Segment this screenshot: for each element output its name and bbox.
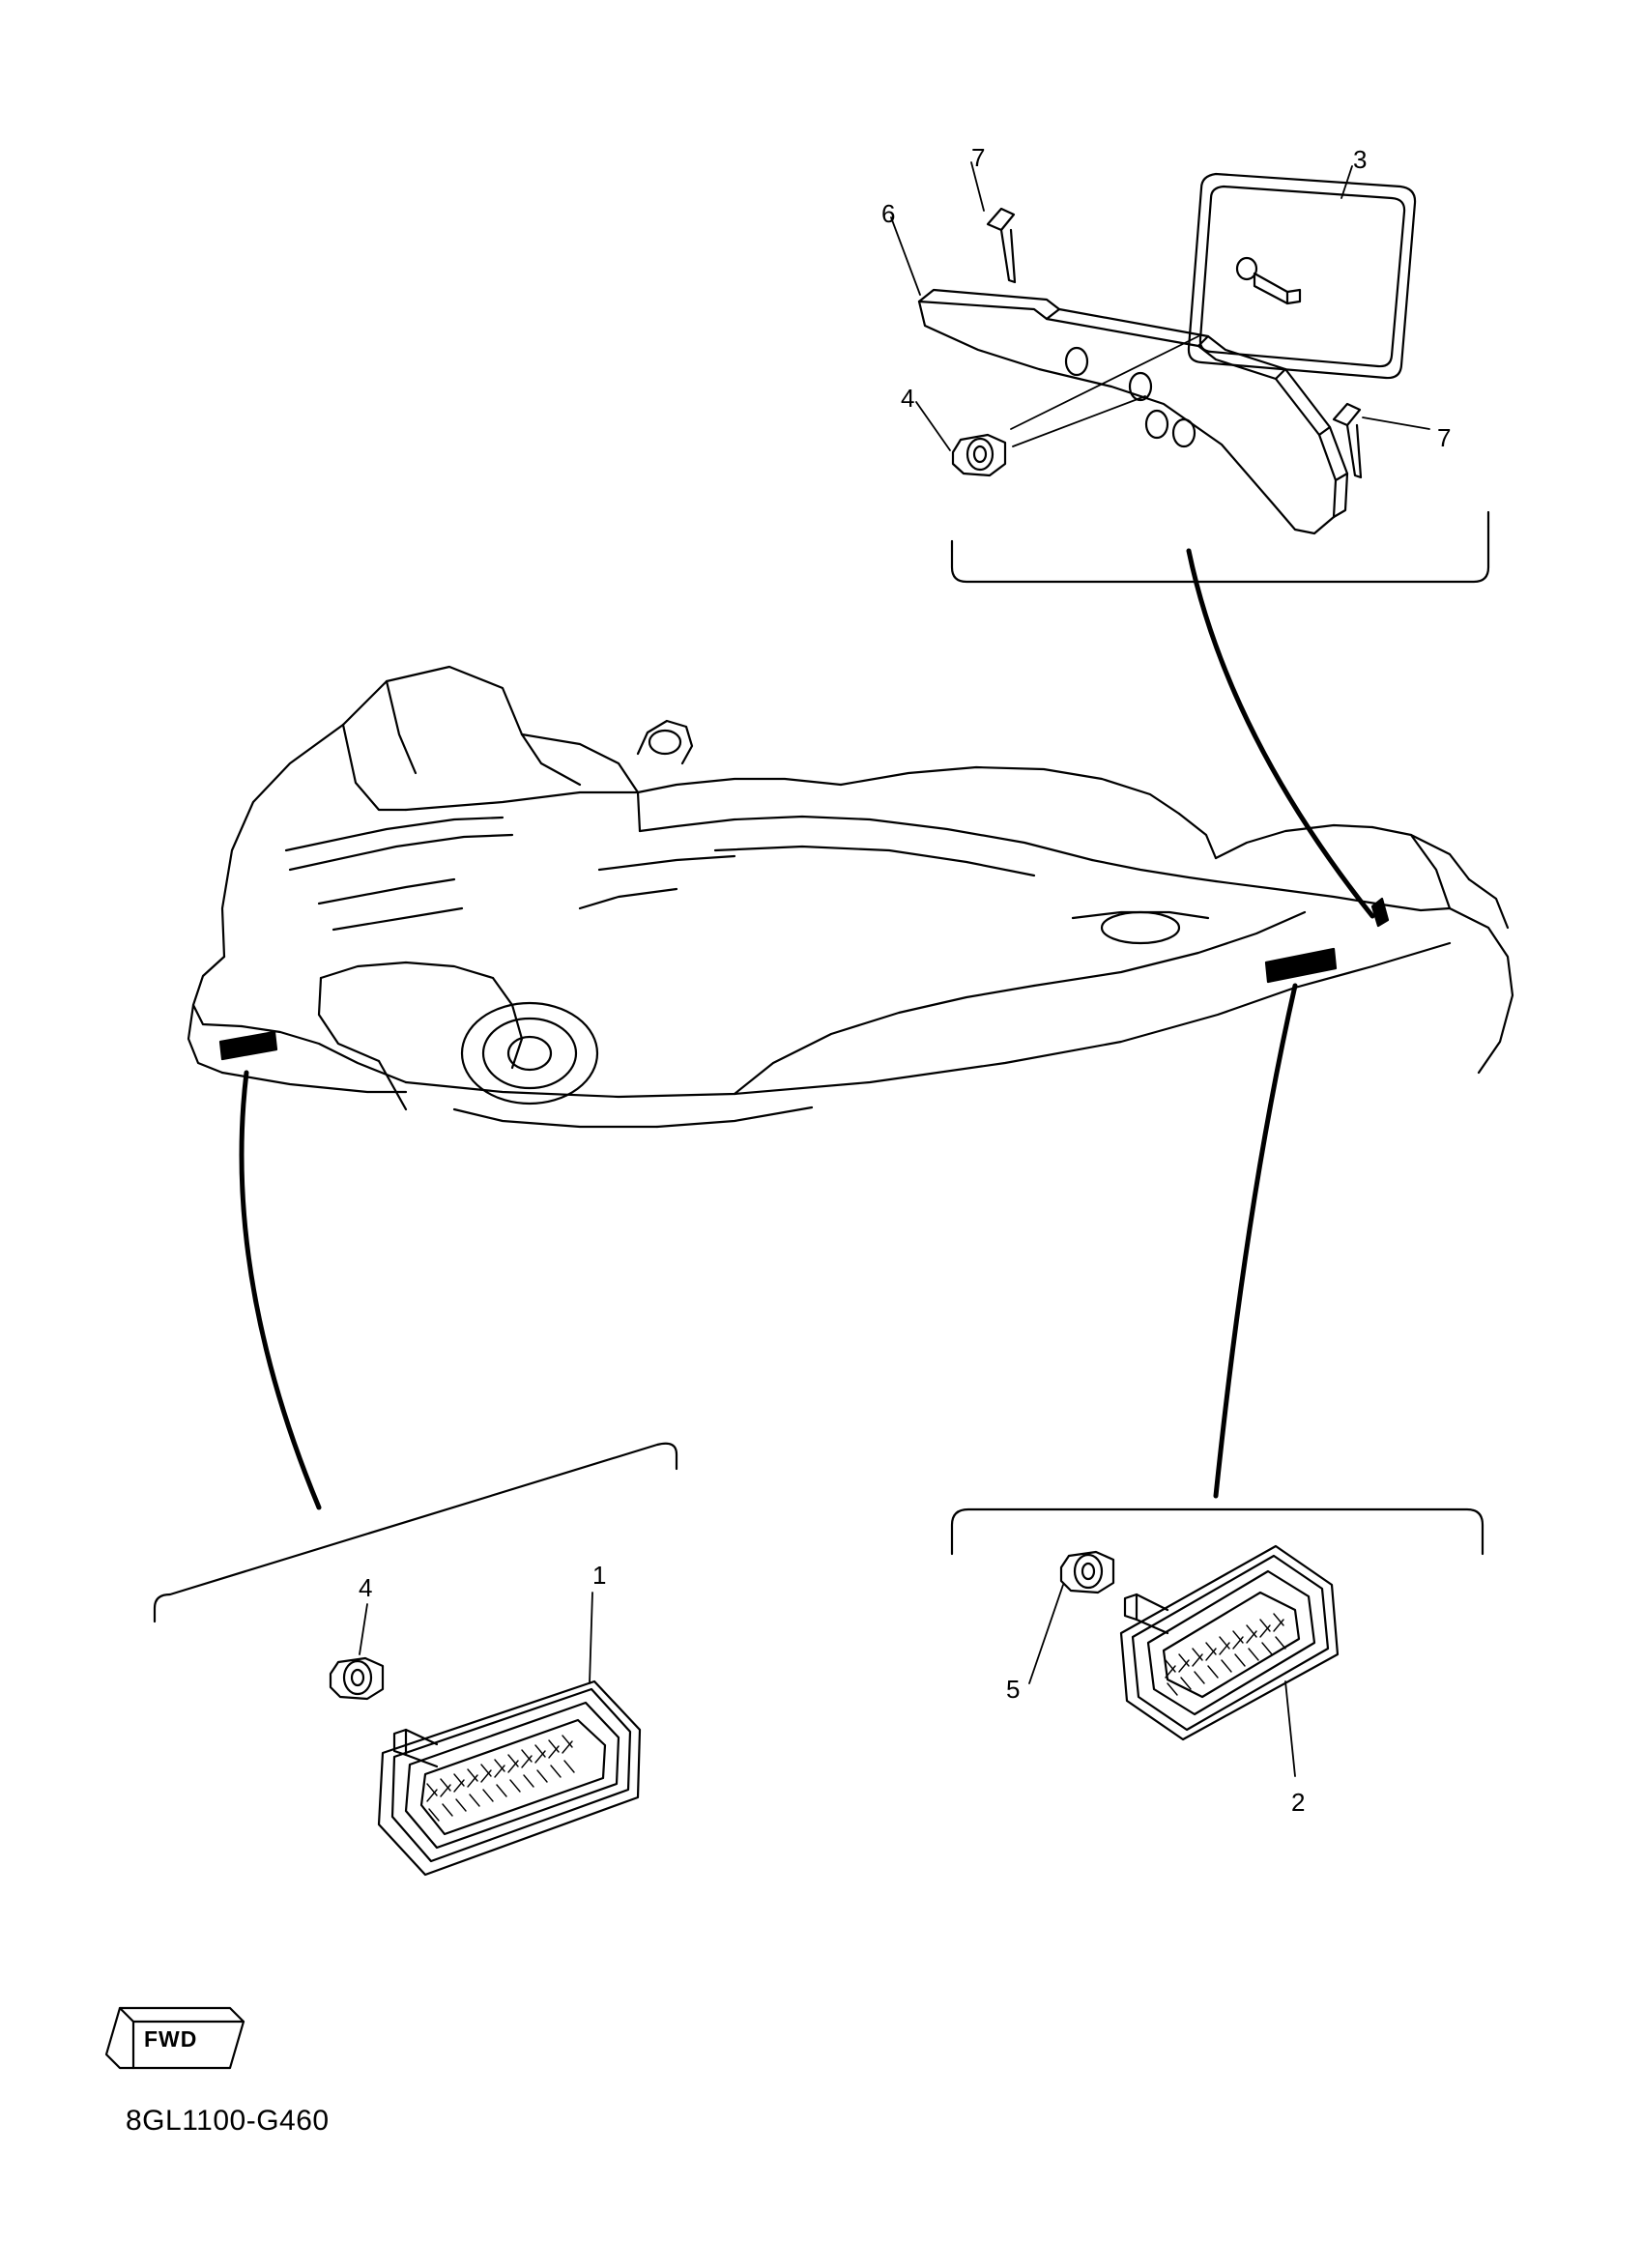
snowmobile-body	[188, 667, 1513, 1127]
part-nut-5	[1061, 1552, 1113, 1593]
callout-6: 6	[881, 199, 896, 228]
callout-5: 5	[1006, 1675, 1021, 1704]
leader-lines-bottom-right	[1029, 1585, 1295, 1776]
callout-4-upper: 4	[901, 384, 915, 413]
callout-3: 3	[1353, 145, 1368, 174]
callout-7-lower: 7	[1437, 423, 1452, 452]
leader-lines-detail-box	[891, 162, 1429, 450]
part-code-label: 8GL1100-G460	[126, 2105, 330, 2137]
part-rivet-7-upper	[988, 209, 1015, 282]
part-rivet-7-lower	[1334, 404, 1361, 477]
part-bracket-6	[919, 290, 1347, 533]
detail-box-license-plate	[952, 512, 1488, 582]
leader-lines-bottom-left	[360, 1593, 592, 1683]
part-reflector-2	[1121, 1546, 1338, 1739]
fwd-label: FWD	[144, 2026, 198, 2052]
vehicle-reflector-marks	[220, 899, 1388, 1059]
callout-2: 2	[1291, 1788, 1306, 1817]
detail-box-reflector-right	[952, 1509, 1483, 1554]
detail-box-reflector-left	[155, 1444, 677, 1622]
part-reflector-1	[379, 1681, 640, 1875]
callout-4-lower: 4	[359, 1573, 373, 1602]
callout-7-upper: 7	[971, 143, 986, 172]
callout-1: 1	[592, 1561, 607, 1590]
part-nut-4-upper	[953, 435, 1005, 475]
leader-arcs	[242, 551, 1372, 1507]
part-nut-4-lower	[331, 1658, 383, 1699]
